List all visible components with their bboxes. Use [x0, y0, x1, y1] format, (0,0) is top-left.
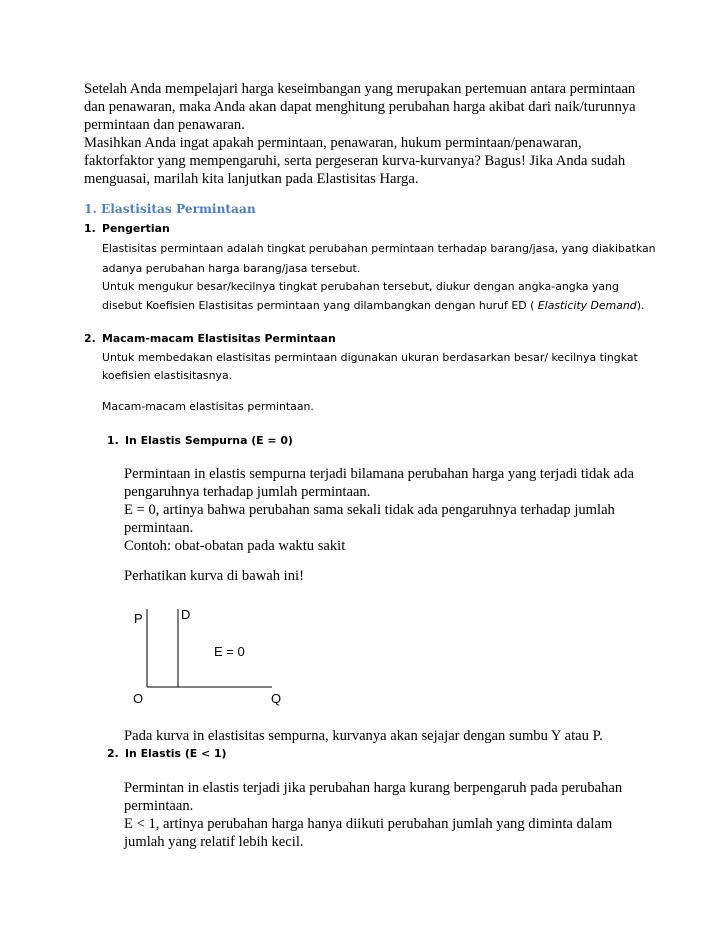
intro-line-5: faktorfaktor yang mempengaruhi, serta pergeseran kurva-kurvanya? Bagus! Jika Anda sudah — [84, 153, 626, 169]
item1-line-4-suffix: ). — [636, 299, 645, 312]
sub1-curve-note: Perhatikan kurva di bawah ini! — [124, 568, 304, 584]
sub1-line-2: pengaruhnya terhadap jumlah permintaan. — [124, 484, 371, 500]
section-heading: 1. Elastisitas Permintaan — [84, 202, 256, 216]
y-axis-label: P — [134, 611, 143, 626]
sub1-after-chart: Pada kurva in elastisitas sempurna, kurvanya akan sejajar dengan sumbu Y atau P. — [124, 728, 603, 744]
sub1-number: 1. — [107, 434, 119, 447]
origin-label: O — [133, 691, 144, 706]
elasticity-annotation: E = 0 — [214, 644, 245, 659]
sub2-line-2: permintaan. — [124, 798, 194, 814]
intro-line-6: menguasai, marilah kita lanjutkan pada Elastisitas Harga. — [84, 171, 419, 187]
sub1-line-3: E = 0, artinya bahwa perubahan sama sekali tidak ada pengaruhnya terhadap jumlah — [124, 502, 615, 518]
intro-line-3: permintaan dan penawaran. — [84, 117, 245, 133]
sub1-line-4: permintaan. — [124, 520, 194, 536]
sub2-line-4: jumlah yang relatif lebih kecil. — [124, 834, 304, 850]
item1-line-1: Elastisitas permintaan adalah tingkat perubahan permintaan terhadap barang/jasa, yang diakibatkan — [102, 242, 656, 255]
item2-heading — [84, 330, 336, 348]
item2-title: Macam-macam Elastisitas Permintaan — [102, 332, 336, 345]
item1-number: 1. — [84, 222, 96, 235]
item2-sub-intro: Macam-macam elastisitas permintaan. — [102, 400, 314, 413]
item1-line-3: Untuk mengukur besar/kecilnya tingkat perubahan tersebut, diukur dengan angka-angka yang — [102, 280, 619, 293]
item1-line-4 — [102, 297, 644, 315]
sub2-heading — [107, 745, 227, 763]
sub2-number: 2. — [107, 747, 119, 760]
item2-number: 2. — [84, 332, 96, 345]
x-axis-label: Q — [271, 691, 282, 706]
inelastic-chart — [120, 600, 320, 710]
demand-label: D — [181, 607, 191, 622]
intro-line-1: Setelah Anda mempelajari harga keseimbangan yang merupakan pertemuan antara permintaan — [84, 81, 636, 97]
sub2-line-1: Permintan in elastis terjadi jika perubahan harga kurang berpengaruh pada perubahan — [124, 780, 623, 796]
item1-title: Pengertian — [102, 222, 170, 235]
sub1-title: In Elastis Sempurna (E = 0) — [125, 434, 293, 447]
intro-line-2: dan penawaran, maka Anda akan dapat menghitung perubahan harga akibat dari naik/turunnya — [84, 99, 636, 115]
item1-heading — [84, 220, 170, 238]
item2-line-2: koefisien elastisitasnya. — [102, 369, 233, 382]
item1-line-4-prefix: disebut Koefisien Elastisitas permintaan yang dilambangkan dengan huruf ED ( — [102, 299, 538, 312]
sub1-line-5: Contoh: obat-obatan pada waktu sakit — [124, 538, 346, 554]
item2-line-1: Untuk membedakan elastisitas permintaan digunakan ukuran berdasarkan besar/ kecilnya tingkat — [102, 351, 638, 364]
sub2-title: In Elastis (E < 1) — [125, 747, 227, 760]
item1-line-2: adanya perubahan harga barang/jasa tersebut. — [102, 262, 361, 275]
sub1-heading — [107, 432, 293, 450]
sub2-line-3: E < 1, artinya perubahan harga hanya diikuti perubahan jumlah yang diminta dalam — [124, 816, 613, 832]
item1-line-4-italic: Elasticity Demand — [537, 299, 637, 312]
sub1-line-1: Permintaan in elastis sempurna terjadi bilamana perubahan harga yang terjadi tidak ada — [124, 466, 634, 482]
intro-line-4: Masihkan Anda ingat apakah permintaan, penawaran, hukum permintaan/penawaran, — [84, 135, 582, 151]
